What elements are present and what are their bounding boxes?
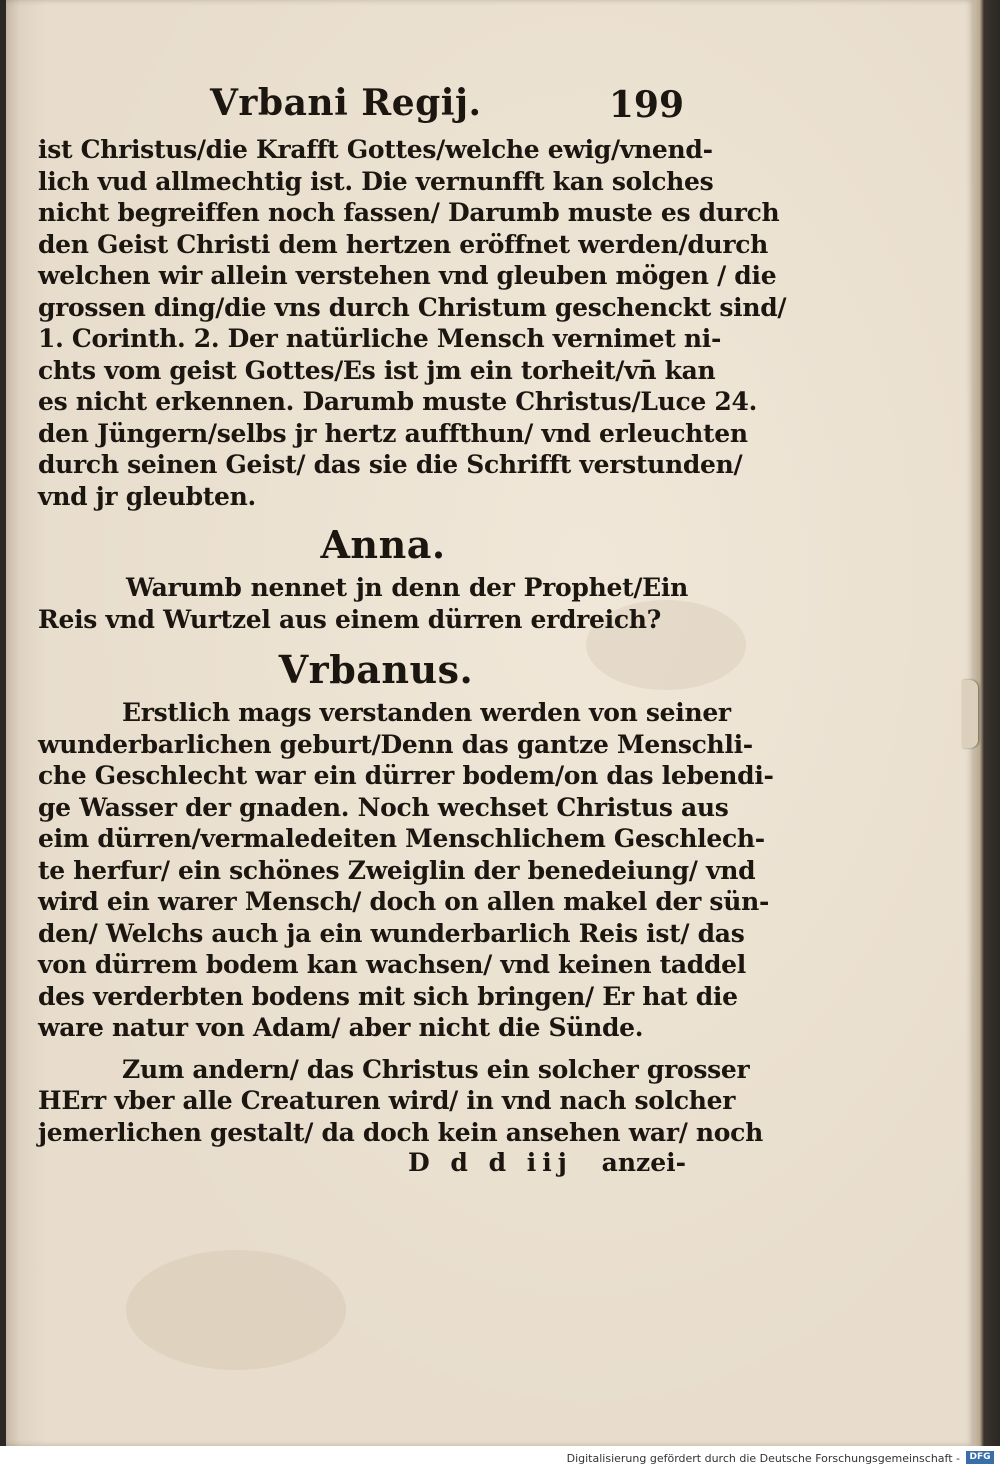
text-line: wird ein warer Mensch/ doch on allen makel der sün-	[38, 887, 770, 916]
text-line: chts vom geist Gottes/Es ist jm ein torheit/vn̄ kan	[38, 355, 716, 385]
speaker-heading-anna: Anna.	[320, 522, 446, 567]
text-line: 1. Corinth. 2. Der natürliche Mensch vernimet ni-	[38, 324, 722, 353]
speaker-heading-urbanus: Vrbanus.	[278, 647, 474, 692]
text-line: grossen ding/die vns durch Christum geschenckt sind/	[38, 292, 787, 322]
text-line: nicht begreiffen noch fassen/ Darumb muste es durch	[38, 198, 780, 227]
text-line: eim dürren/vermaledeiten Menschlichem Geschlech-	[38, 824, 765, 853]
paper-stain	[126, 1250, 346, 1370]
paragraph	[38, 134, 787, 512]
text-line: von dürrem bodem kan wachsen/ vnd keinen taddel	[38, 950, 746, 979]
page-number: 199	[608, 84, 684, 126]
running-title: Vrbani Regij.	[210, 82, 482, 124]
text-line: den/ Welchs auch ja ein wunderbarlich Reis ist/ das	[38, 918, 745, 948]
text-line: che Geschlecht war ein dürrer bodem/on das lebendi-	[38, 761, 774, 790]
paragraph-gap	[38, 1044, 688, 1054]
page-footer-marks	[38, 1148, 688, 1182]
signature-mark: D d d iij	[408, 1148, 573, 1177]
text-block	[38, 82, 787, 1182]
footer-credit: Digitalisierung gefördert durch die Deutsche Forschungsgemeinschaft -	[566, 1452, 960, 1465]
text-line: Reis vnd Wurtzel aus einem dürren erdreich?	[38, 604, 661, 634]
paragraph	[38, 572, 688, 635]
text-line: ist Christus/die Krafft Gottes/welche ewig/vnend-	[38, 135, 713, 164]
paragraph	[38, 697, 774, 1044]
catchword: anzei-	[601, 1148, 686, 1177]
text-line: den Geist Christi dem hertzen eröffnet werden/durch	[38, 229, 769, 259]
digitization-footer	[0, 1446, 1000, 1469]
text-line: durch seinen Geist/ das sie die Schrifft verstunden/	[38, 450, 743, 479]
text-line: te herfur/ ein schönes Zweiglin der benedeiung/ vnd	[38, 855, 756, 885]
running-head	[38, 82, 688, 134]
text-line: Warumb nennet jn denn der Prophet/Ein	[126, 573, 688, 602]
text-line: den Jüngern/selbs jr hertz auffthun/ vnd erleuchten	[38, 418, 748, 448]
text-line: HErr vber alle Creaturen wird/ in vnd nach solcher	[38, 1086, 736, 1115]
text-line: es nicht erkennen. Darumb muste Christus/Luce 24.	[38, 387, 758, 416]
paragraph	[38, 1054, 763, 1149]
text-line: jemerlichen gestalt/ da doch kein ansehen war/ noch	[38, 1117, 763, 1147]
text-line: vnd jr gleubten.	[38, 481, 256, 511]
text-line: des verderbten bodens mit sich bringen/ Er hat die	[38, 981, 738, 1011]
page-tab	[962, 680, 978, 748]
dfg-logo-icon: DFG	[966, 1451, 994, 1464]
text-line: welchen wir allein verstehen vnd gleuben mögen / die	[38, 261, 777, 290]
text-line: ge Wasser der gnaden. Noch wechset Christus aus	[38, 792, 729, 822]
text-line: Erstlich mags verstanden werden von seiner	[122, 698, 731, 727]
text-line: wunderbarlichen geburt/Denn das gantze Menschli-	[38, 729, 753, 759]
text-line: ware natur von Adam/ aber nicht die Sünde.	[38, 1013, 644, 1042]
text-line: lich vud allmechtig ist. Die vernunfft kan solches	[38, 166, 714, 196]
text-line: Zum andern/ das Christus ein solcher grosser	[122, 1054, 750, 1084]
